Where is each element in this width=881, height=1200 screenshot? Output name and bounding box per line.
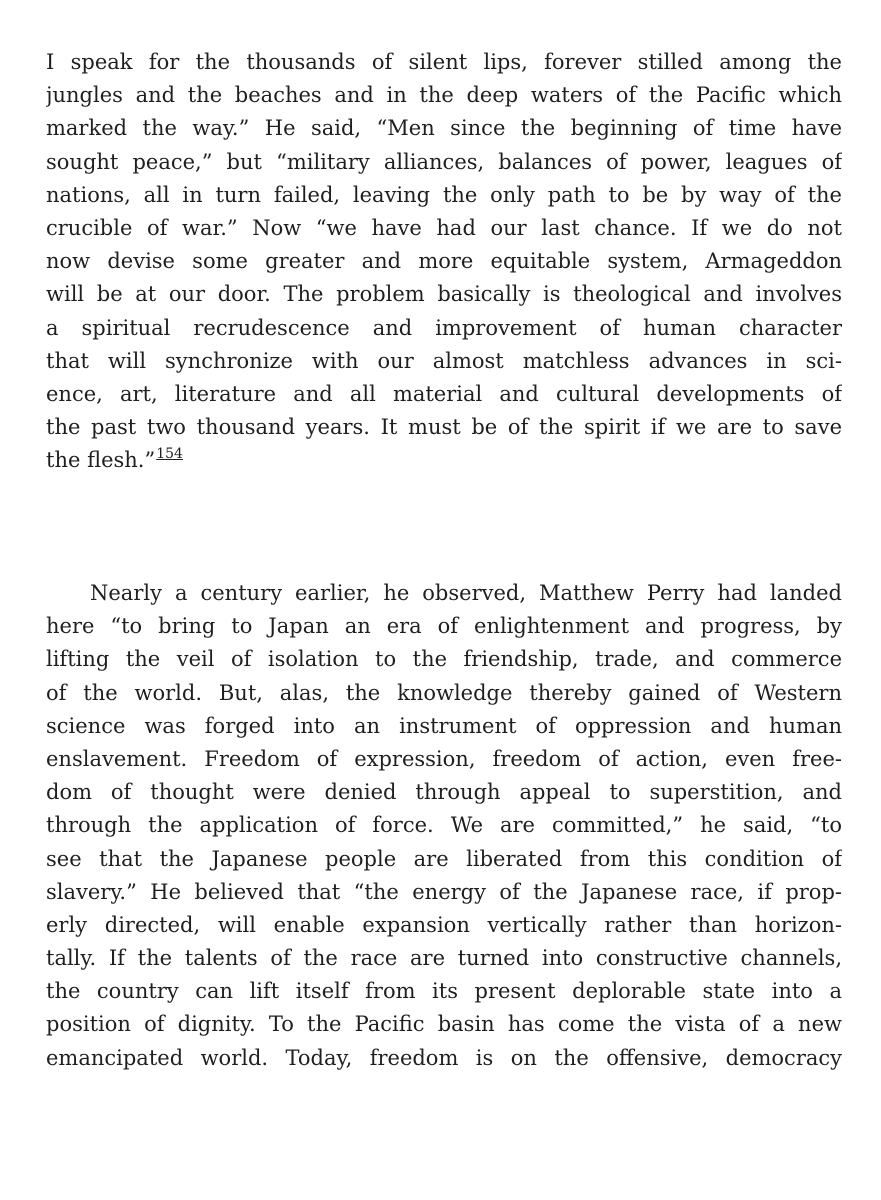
text-line: that will synchronize with our almost matchless advances in sci-: [46, 348, 842, 373]
text-line: slavery.” He believed that “the energy of the Japanese race, if prop-: [46, 879, 842, 904]
text-line: the country can lift itself from its present deplorable state into a: [46, 979, 842, 1004]
text-line: nations, all in turn failed, leaving the only path to be by way of the: [46, 182, 842, 207]
text-line: the past two thousand years. It must be of the spirit if we are to save: [46, 415, 842, 440]
footnote-reference[interactable]: 154: [156, 446, 183, 463]
text-line: now devise some greater and more equitable system, Armageddon: [46, 249, 842, 274]
text-line: marked the way.” He said, “Men since the beginning of time have: [46, 116, 842, 141]
text-line: science was forged into an instrument of oppression and human: [46, 713, 842, 738]
text-line: dom of thought were denied through appeal to superstition, and: [46, 780, 842, 805]
text-line: see that the Japanese people are liberated from this condition of: [46, 846, 842, 871]
text-line: of the world. But, alas, the knowledge thereby gained of Western: [46, 680, 842, 705]
text-line: position of dignity. To the Pacific basin has come the vista of a new: [46, 1012, 842, 1037]
text-line: lifting the veil of isolation to the friendship, trade, and commerce: [46, 647, 842, 672]
text-line: jungles and the beaches and in the deep waters of the Pacific which: [46, 83, 842, 108]
text-line: sought peace,” but “military alliances, balances of power, leagues of: [46, 149, 842, 174]
text-line-last: [46, 444, 842, 477]
text-line: a spiritual recrudescence and improvement of human character: [46, 315, 842, 340]
text-line: erly directed, will enable expansion vertically rather than horizon-: [46, 912, 842, 937]
text-line: through the application of force. We are committed,” he said, “to: [46, 813, 842, 838]
text-line: Nearly a century earlier, he observed, Matthew Perry had landed: [90, 581, 842, 605]
text-line: ence, art, literature and all material and cultural developments of: [46, 381, 842, 406]
text-line: here “to bring to Japan an era of enlightenment and progress, by: [46, 614, 842, 639]
text-line: emancipated world. Today, freedom is on the offensive, democracy: [46, 1045, 842, 1070]
text-line: tally. If the talents of the race are turned into constructive channels,: [46, 946, 842, 971]
closing-text: the flesh.”: [46, 448, 156, 473]
paragraph-2: [46, 577, 842, 1075]
text-line: I speak for the thousands of silent lips, forever stilled among the: [46, 50, 842, 74]
paragraph-1: [46, 46, 842, 477]
text-line: will be at our door. The problem basically is theological and involves: [46, 282, 842, 307]
text-line: enslavement. Freedom of expression, freedom of action, even free-: [46, 746, 842, 771]
text-line: crucible of war.” Now “we have had our last chance. If we do not: [46, 215, 842, 240]
